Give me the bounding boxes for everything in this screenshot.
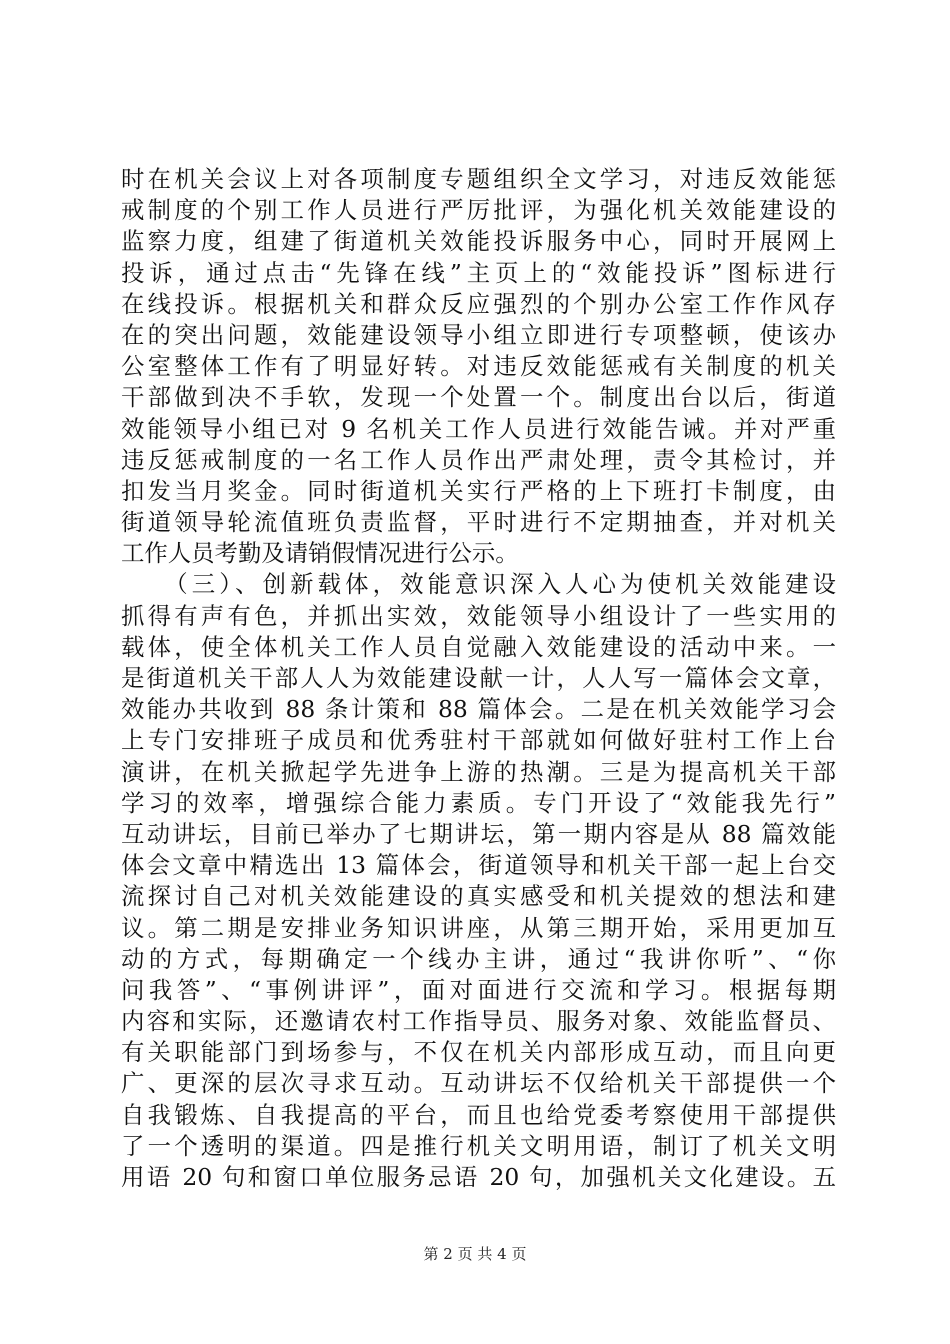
text-line: 流探讨自己对机关效能建设的真实感受和机关提效的想法和建: [121, 882, 836, 911]
text-line: 广、更深的层次寻求互动。互动讲坛不仅给机关干部提供一个: [121, 1069, 836, 1098]
text-line: 效能领导小组已对 9 名机关工作人员进行效能告诫。并对严重: [121, 414, 836, 443]
text-line: 问我答”、“事例讲评”，面对面进行交流和学习。根据每期: [121, 975, 836, 1004]
text-line: 内容和实际，还邀请农村工作指导员、服务对象、效能监督员、: [121, 1007, 836, 1036]
text-line: 了一个透明的渠道。四是推行机关文明用语，制订了机关文明: [121, 1131, 836, 1160]
text-line: 演讲，在机关掀起学先进争上游的热潮。三是为提高机关干部: [121, 757, 836, 786]
text-line: 戒制度的个别工作人员进行严厉批评，为强化机关效能建设的: [121, 196, 836, 225]
text-line: 议。第二期是安排业务知识讲座，从第三期开始，采用更加互: [121, 913, 836, 942]
text-line: 互动讲坛，目前已举办了七期讲坛，第一期内容是从 88 篇效能: [121, 819, 836, 848]
text-line: 效能办共收到 88 条计策和 88 篇体会。二是在机关效能学习会: [121, 695, 836, 724]
text-line: 违反惩戒制度的一名工作人员作出严肃处理，责令其检讨，并: [121, 445, 836, 474]
text-line: 是街道机关干部人人为效能建设献一计，人人写一篇体会文章，: [121, 664, 836, 692]
text-line: 上专门安排班子成员和优秀驻村干部就如何做好驻村工作上台: [121, 726, 836, 755]
body-text: [121, 164, 836, 1193]
text-line: 干部做到决不手软，发现一个处置一个。制度出台以后，街道: [121, 383, 836, 412]
text-line: 载体，使全体机关工作人员自觉融入效能建设的活动中来。一: [121, 632, 836, 661]
text-line: 街道领导轮流值班负责监督，平时进行不定期抽查，并对机关: [121, 508, 836, 537]
text-line: 在的突出问题，效能建设领导小组立即进行专项整顿，使该办: [121, 320, 836, 349]
text-line: 投诉，通过点击“先锋在线”主页上的“效能投诉”图标进行: [121, 258, 836, 287]
text-line: （三）、创新载体，效能意识深入人心为使机关效能建设: [121, 570, 836, 599]
text-line: 公室整体工作有了明显好转。对违反效能惩戒有关制度的机关: [121, 352, 836, 381]
text-line: 体会文章中精选出 13 篇体会，街道领导和机关干部一起上台交: [121, 851, 836, 880]
text-line: 抓得有声有色，并抓出实效，效能领导小组设计了一些实用的: [121, 601, 836, 630]
text-line: 时在机关会议上对各项制度专题组织全文学习，对违反效能惩: [121, 165, 836, 193]
text-line: 学习的效率，增强综合能力素质。专门开设了“效能我先行”: [121, 788, 836, 817]
text-line: 在线投诉。根据机关和群众反应强烈的个别办公室工作作风存: [121, 289, 836, 318]
text-line: 用语 20 句和窗口单位服务忌语 20 句，加强机关文化建设。五: [121, 1163, 836, 1191]
text-line: 扣发当月奖金。同时街道机关实行严格的上下班打卡制度，由: [121, 476, 836, 505]
text-line: 有关职能部门到场参与，不仅在机关内部形成互动，而且向更: [121, 1038, 836, 1067]
text-line: 工作人员考勤及请销假情况进行公示。: [121, 539, 519, 568]
page-footer: 第 2 页 共 4 页: [423, 1245, 527, 1263]
text-line: 动的方式，每期确定一个线办主讲，通过“我讲你听”、“你: [121, 944, 836, 973]
text-line: 自我锻炼、自我提高的平台，而且也给党委考察使用干部提供: [121, 1100, 836, 1129]
text-line: 监察力度，组建了街道机关效能投诉服务中心，同时开展网上: [121, 227, 836, 256]
